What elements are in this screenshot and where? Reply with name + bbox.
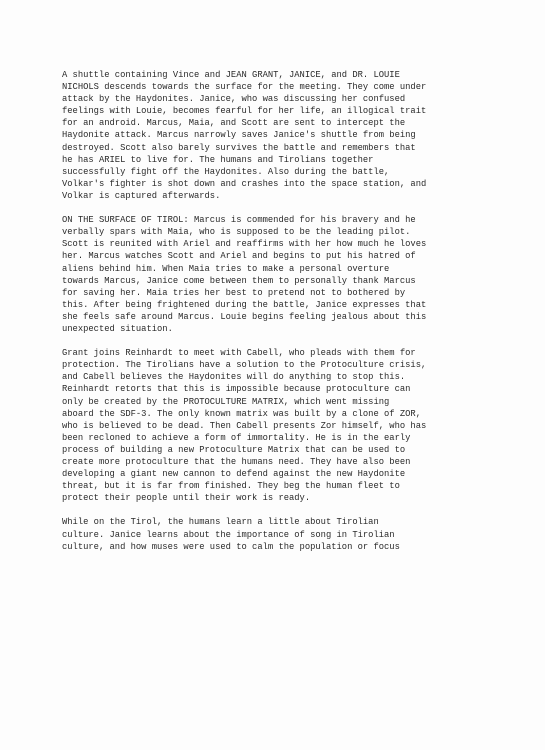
text-line: threat, but it is far from finished. They beg the human fleet to xyxy=(62,481,400,492)
text-line: been recloned to achieve a form of immortality. He is in the early xyxy=(62,432,411,443)
text-line: feelings with Louie, becomes fearful for her life, an illogical trait xyxy=(62,106,427,117)
text-line: for an android. Marcus, Maia, and Scott are sent to intercept the xyxy=(62,118,406,129)
text-line: aliens behind him. When Maia tries to make a personal overture xyxy=(62,263,390,274)
text-line: unexpected situation. xyxy=(62,323,173,334)
text-line: protect their people until their work is ready. xyxy=(62,493,311,504)
text-line: protection. The Tirolians have a solution to the Protoculture crisis, xyxy=(62,360,427,371)
synopsis-text xyxy=(62,69,502,565)
text-line: NICHOLS descends towards the surface for the meeting. They come under xyxy=(62,82,427,93)
text-line: and Cabell believes the Haydonites will do anything to stop this. xyxy=(62,372,406,383)
text-line: Volkar's fighter is shot down and crashes into the space station, and xyxy=(62,178,427,189)
text-line: Grant joins Reinhardt to meet with Cabell, who pleads with them for xyxy=(62,348,416,359)
text-line: developing a giant new cannon to defend against the new Haydonite xyxy=(62,469,406,480)
text-line: While on the Tirol, the humans learn a little about Tirolian xyxy=(62,517,379,528)
text-line: towards Marcus, Janice come between them to personally thank Marcus xyxy=(62,275,416,286)
paragraph xyxy=(62,347,502,504)
text-line: this. After being frightened during the battle, Janice expresses that xyxy=(62,299,427,310)
text-line: for saving her. Maia tries her best to pretend not to bothered by xyxy=(62,287,406,298)
text-line: aboard the SDF-3. The only known matrix was built by a clone of ZOR, xyxy=(62,408,421,419)
text-line: Scott is reunited with Ariel and reaffirms with her how much he loves xyxy=(62,239,427,250)
text-line: destroyed. Scott also barely survives the battle and remembers that xyxy=(62,142,416,153)
text-line: Haydonite attack. Marcus narrowly saves Janice's shuttle from being xyxy=(62,130,416,141)
text-line: he has ARIEL to live for. The humans and Tirolians together xyxy=(62,154,374,165)
text-line: successfully fight off the Haydonites. Also during the battle, xyxy=(62,166,390,177)
text-line: Reinhardt retorts that this is impossible because protoculture can xyxy=(62,384,411,395)
paragraph xyxy=(62,516,502,552)
paragraph xyxy=(62,69,502,202)
text-line: only be created by the PROTOCULTURE MATRIX, which went missing xyxy=(62,396,390,407)
text-line: she feels safe around Marcus. Louie begins feeling jealous about this xyxy=(62,311,427,322)
text-line: who is believed to be dead. Then Cabell presents Zor himself, who has xyxy=(62,420,427,431)
text-line: attack by the Haydonites. Janice, who was discussing her confused xyxy=(62,94,406,105)
text-line: ON THE SURFACE OF TIROL: Marcus is commended for his bravery and he xyxy=(62,215,416,226)
text-line: culture, and how muses were used to calm the population or focus xyxy=(62,541,400,552)
text-line: process of building a new Protoculture Matrix that can be used to xyxy=(62,444,406,455)
paragraph xyxy=(62,214,502,335)
text-line: Volkar is captured afterwards. xyxy=(62,190,221,201)
text-line: her. Marcus watches Scott and Ariel and begins to put his hatred of xyxy=(62,251,416,262)
text-line: create more protoculture that the humans need. They have also been xyxy=(62,457,411,467)
text-line: culture. Janice learns about the importance of song in Tirolian xyxy=(62,529,395,540)
text-line: verbally spars with Maia, who is supposed to be the leading pilot. xyxy=(62,227,411,238)
text-line: A shuttle containing Vince and JEAN GRANT, JANICE, and DR. LOUIE xyxy=(62,70,400,80)
